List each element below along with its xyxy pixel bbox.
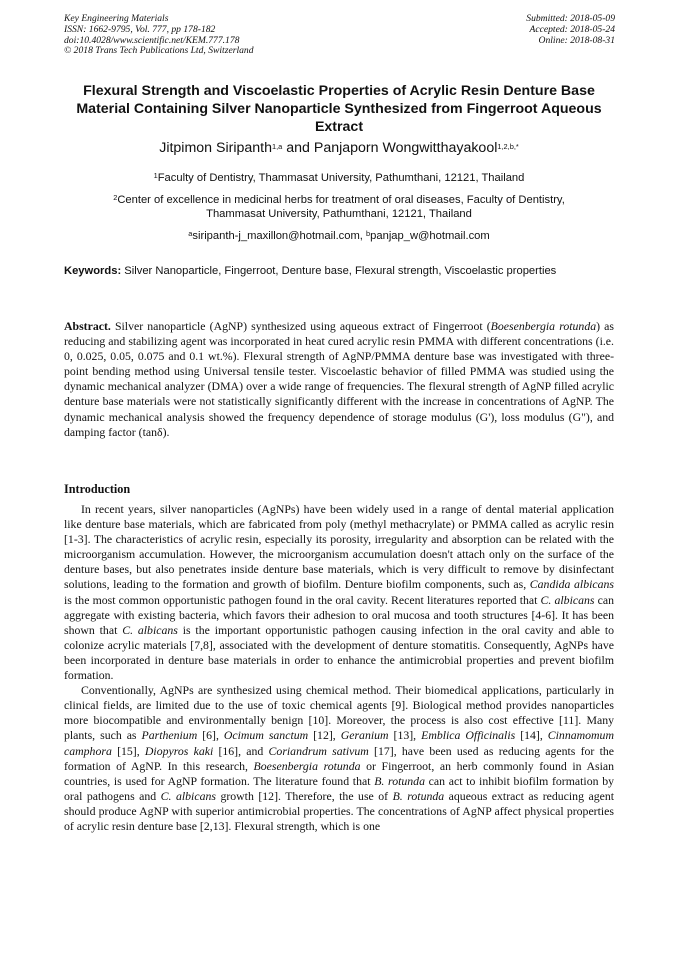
dates-header [526, 14, 615, 46]
p2-text-10: can act to inhibit biofilm formation by oral pathogens and [64, 773, 614, 803]
p2-italic-7: Coriandrum sativum [268, 743, 369, 758]
abstract-text-1: Silver nanoparticle (AgNP) synthesized using aqueous extract of Fingerroot ( [110, 319, 491, 333]
p2-italic-10: C. albicans [160, 788, 216, 803]
p1-text-3: can aggregate with existing bacteria, which favors their adhesion to oral mucosa and tooth structures [4-6]. It has been shown that [64, 592, 614, 637]
p1-italic-3: C. albicans [122, 622, 178, 637]
p2-text-11: growth [12]. Therefore, the use of [215, 788, 393, 803]
journal-header [64, 14, 254, 57]
submitted-date: Submitted: 2018-05-09 [526, 13, 615, 24]
online-date: Online: 2018-08-31 [538, 34, 615, 46]
copyright-line: © 2018 Trans Tech Publications Ltd, Switzerland [64, 45, 254, 57]
abstract-species: Boesenbergia rotunda [490, 319, 597, 333]
affiliation-2-line-2: Thammasat University, Pathumthani, 12121, Thailand [206, 208, 472, 220]
p1-italic-1: Candida albicans [529, 577, 614, 592]
p2-text-12: aqueous extract as reducing agent should produce AgNP with superior antimicrobial properties. The concentrations of AgNP affect physical properties of acrylic resin denture base [2,13]. Flexural strength, which is one [64, 788, 614, 833]
keywords-text: Silver Nanoparticle, Fingerroot, Denture base, Flexural strength, Viscoelastic properties [121, 265, 557, 277]
affiliation-2 [60, 193, 618, 221]
p2-italic-8: Boesenbergia rotunda [253, 758, 361, 773]
author-line [60, 139, 618, 157]
intro-paragraph-2 [64, 683, 614, 834]
affiliation-1 [60, 171, 618, 185]
p2-italic-1: Parthenium [141, 728, 198, 743]
p2-italic-9: B. rotunda [374, 773, 425, 788]
p1-text-4: is the important opportunistic pathogen causing infection in the oral cavity and able to colonize acrylic materials [7,8], associated with the development of denture stomatitis. Consequently, AgNPs have been incorporated in denture base materials in order to enhance the antimicrobial properties and prevent biofilm formation. [64, 622, 614, 683]
p2-text-7: [16], and [213, 743, 269, 758]
affiliation-2-sup: 2 [113, 193, 118, 203]
p2-italic-5: Cinnamomum camphora [64, 728, 614, 758]
author-conjunction: and [282, 140, 314, 156]
p2-text-2: [6], [197, 728, 224, 743]
author-emails [60, 229, 618, 243]
keywords [64, 264, 614, 279]
introduction-body [64, 502, 614, 834]
p2-text-4: [13], [388, 728, 422, 743]
p2-text-3: [12], [308, 728, 341, 743]
p2-italic-6: Diopyros kaki [144, 743, 214, 758]
p2-italic-11: B. rotunda [392, 788, 445, 803]
paper-title: Flexural Strength and Viscoelastic Properties of Acrylic Resin Denture Base Material Containing Silver Nanoparticle Synthesized from Fingerroot Aqueous Extract [76, 83, 602, 135]
affiliation-1-sup: 1 [153, 171, 158, 181]
p2-italic-4: Emblica Officinalis [421, 728, 516, 743]
accepted-date: Accepted: 2018-05-24 [529, 23, 615, 35]
email-a-sup: a [188, 229, 193, 239]
issn-line: ISSN: 1662-9795, Vol. 777, pp 178-182 [64, 23, 216, 35]
p1-text-2: is the most common opportunistic pathogen found in the oral cavity. Recent literatures reported that [64, 592, 541, 607]
introduction-heading: Introduction [64, 482, 131, 496]
email-b-sup: b [366, 229, 371, 239]
author-1: Jitpimon Siripanth [159, 140, 273, 156]
email-a: siripanth-j_maxillon@hotmail.com, [192, 230, 367, 242]
p1-text-1: In recent years, silver nanoparticles (AgNPs) have been widely used in a range of dental material application like denture base materials, which are fabricated from poly (methyl methacrylate) or PMMA called as acrylic resin [1-3]. The characteristics of acrylic resin, especially its porosity, irregularity and absorption can be related with the microorganism accumulation. However, the microorganism accumulation doesn't attach only on the surface of the denture bases, but also penetrates inside denture base materials, which is very difficult to remove by disinfectant solutions, leading to the formation and growth of biofilm. Denture biofilm components, such as, [64, 502, 614, 592]
affiliation-2-line-1: Center of excellence in medicinal herbs for treatment of oral diseases, Faculty of Dentistry, [117, 194, 565, 206]
p2-text-5: [14], [515, 728, 548, 743]
p2-italic-2: Ocimum sanctum [223, 728, 309, 743]
keywords-label: Keywords: [64, 265, 122, 277]
intro-paragraph-1 [64, 502, 614, 683]
p2-text-1: Conventionally, AgNPs are synthesized using chemical method. Their biomedical applications, particularly in clinical fields, are limited due to the use of toxic chemical agents [9]. Biological method provides nanoparticles more biocompatible and environmentally benign [10]. Moreover, the process is also cost effective [11]. Many plants, such as [64, 683, 614, 743]
p2-text-8: [17], have been used as reducing agents for the formation of AgNP. In this research, [64, 743, 614, 773]
journal-name: Key Engineering Materials [64, 13, 169, 24]
author-2-sup: 1,2,b,* [497, 142, 519, 152]
abstract-text-2: ) as reducing and stabilizing agent was incorporated in heat cured acrylic resin PMMA with different concentrations (i.e. 0, 0.025, 0.05, 0.075 and 0.1 wt.%). Flexural strength of AgNP/PMMA denture base was investigated with three-point bending method using Universal tensile tester. Viscoelastic behavior of filled PMMA was studied using the dynamic mechanical analyzer (DMA) over a wide range of frequencies. The flexural strength of AgNP filled acrylic denture base materials were not statistically significantly different with the increase in concentrations of AgNP. The dynamic mechanical analysis showed the frequency dependence of storage modulus (G'), loss modulus (G"), and damping factor (tanδ). [64, 319, 614, 439]
p2-italic-3: Geranium [340, 728, 389, 743]
p1-italic-2: C. albicans [540, 592, 595, 607]
p2-text-6: [15], [111, 743, 145, 758]
author-2: Panjaporn Wongwitthayakool [313, 140, 498, 156]
doi-line: doi:10.4028/www.scientific.net/KEM.777.178 [64, 34, 240, 46]
p2-text-9: or Fingerroot, an herb commonly found in Asian countries, is used for AgNP formation. The literature found that [64, 758, 614, 788]
author-1-sup: 1,a [272, 142, 283, 152]
abstract [64, 319, 614, 440]
affiliation-1-text: Faculty of Dentistry, Thammasat University, Pathumthani, 12121, Thailand [157, 172, 525, 184]
email-b: panjap_w@hotmail.com [370, 230, 490, 242]
abstract-label: Abstract. [64, 319, 111, 333]
